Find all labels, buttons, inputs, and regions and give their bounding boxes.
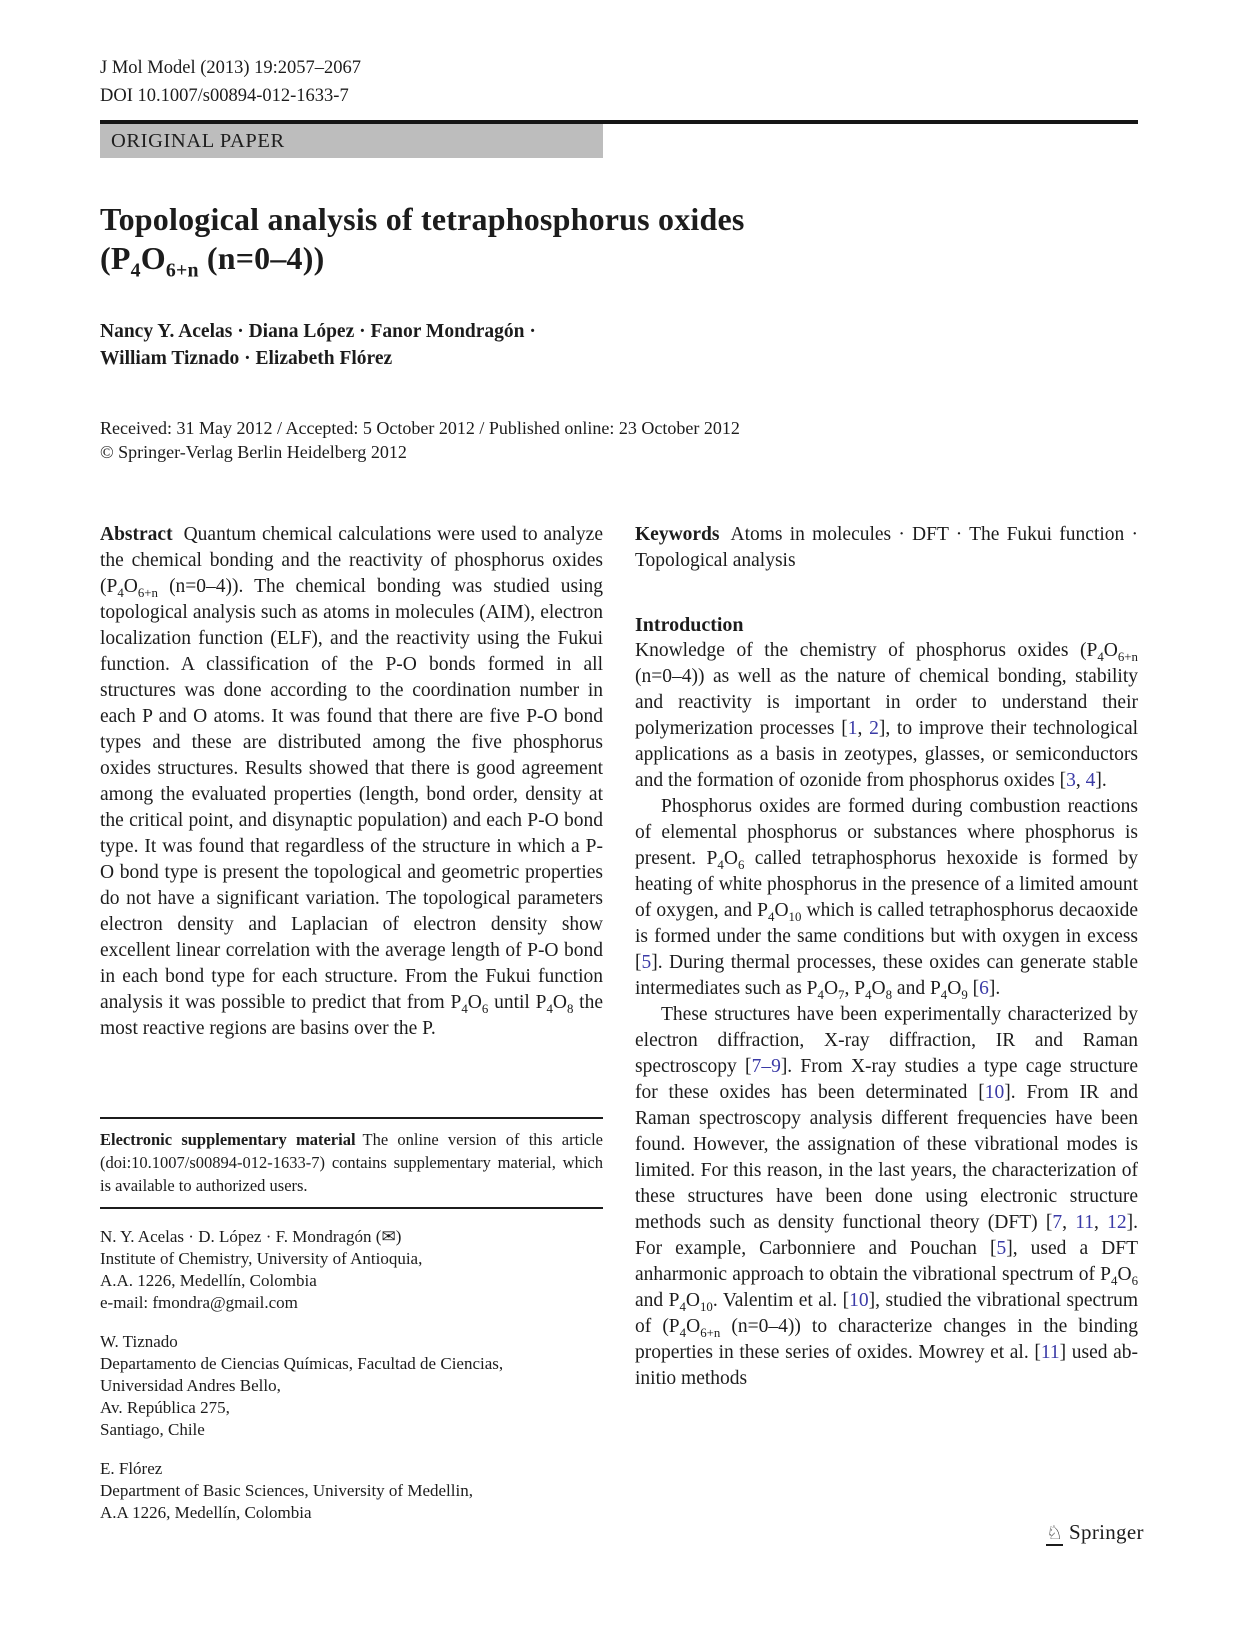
abstract-label: Abstract xyxy=(100,524,173,545)
article-type-label: ORIGINAL PAPER xyxy=(111,129,285,152)
intro-paragraph-3: These structures have been experimentally characterized by electron diffraction, X-ray diffraction, IR and Raman spectroscopy [7–9]. From X-ray studies a type cage structure for these oxides has been determinated [10]. From IR and Raman spectroscopy analysis different frequencies have been found. However, the assignation of these vibrational modes is limited. For this reason, in the last years, the characterization of these structures have been done using electronic structure methods such as density functional theory (DFT) [7, 11, 12]. For example, Carbonniere and Pouchan [5], used a DFT anharmonic approach to obtain the vibrational spectrum of $P_4O_6$ and $P_4O_{10}$. Valentim et al. [10], studied the vibrational spectrum of ($P_4O_{6+n}$ (n=0–4)) to characterize changes in the binding properties in these series of oxides. Mowrey et al. [11] used ab-initio methods xyxy=(635,1004,1139,1389)
abstract-text: Quantum chemical calculations were used to analyze the chemical bonding and the reactivity of phosphorus oxides ($P_4O_{6+n}$ (n=0–4)). The chemical bonding was studied using topological analysis such as atoms in molecules (AIM), electron localization function (ELF), and the reactivity using the Fukui function. A classification of the P-O bonds formed in all structures was done according to the coordination number in each P and O atoms. It was found that there are five P-O bond types and these are distributed among the five phosphorus oxides structures. Results showed that there is good agreement among the evaluated properties (length, bond order, density at the critical point, and disynaptic population) and each P-O bond type. It was found that regardless of the structure in which a P-O bond type is present the topological and geometric properties do not have a significant variation. The topological parameters electron density and Laplacian of electron density show excellent linear correlation with the average length of P-O bond in each bond type for each structure. From the Fukui function analysis it was possible to predict that from $P_4O_6$ until $P_4O_8$ the most reactive regions are basins over the P. xyxy=(100,524,603,1039)
copyright-line: © Springer-Verlag Berlin Heidelberg 2012 xyxy=(100,442,407,462)
supplementary-material-note xyxy=(100,1117,603,1207)
affiliation-line: Santiago, Chile xyxy=(100,1420,205,1439)
keywords-label: Keywords xyxy=(635,524,720,545)
footnote-block xyxy=(100,1117,603,1524)
intro-paragraph-2: Phosphorus oxides are formed during combustion reactions of elemental phosphorus or substances where phosphorus is present. $P_4O_6$ called tetraphosphorus hexoxide is formed by heating of white phosphorus in the presence of a limited amount of oxygen, and $P_4O_{10}$ which is called tetraphosphorus decaoxide is formed under the same conditions but with oxygen in excess [5]. During thermal processes, these oxides can generate stable intermediates such as $P_4O_7$, $P_4O_8$ and $P_4O_9$ [6]. xyxy=(635,796,1139,1002)
affiliation-line: Av. República 275, xyxy=(100,1398,230,1417)
footnote-divider xyxy=(100,1207,603,1209)
article-history xyxy=(100,416,740,464)
affiliation-group-3 xyxy=(100,1458,603,1524)
affiliation-line: E. Flórez xyxy=(100,1459,163,1478)
affiliation-line: W. Tiznado xyxy=(100,1332,178,1351)
journal-masthead xyxy=(100,54,361,110)
affiliation-email-line: e-mail: fmondra@gmail.com xyxy=(100,1293,298,1312)
title-line-2: ($P_4O_{6+n}$ (n=0–4)) xyxy=(100,240,325,282)
intro-paragraph-1: Knowledge of the chemistry of phosphorus oxides ($P_4O_{6+n}$ (n=0–4)) as well as the nature of chemical bonding, stability and reactivity is important in order to understand their polymerization processes [1, 2], to improve their technological applications as a basis in zeotypes, glasses, or semiconductors and the formation of ozonide from phosphorus oxides [3, 4]. xyxy=(635,640,1139,791)
affiliation-line: N. Y. Acelas · D. López · F. Mondragón (✉) xyxy=(100,1227,402,1246)
authors-line-2: William Tiznado · Elizabeth Flórez xyxy=(100,348,393,369)
affiliation-line: Universidad Andres Bello, xyxy=(100,1376,281,1395)
article-type-box xyxy=(100,124,603,158)
springer-horse-icon: ♘ xyxy=(1046,1522,1064,1544)
keywords-paragraph xyxy=(635,522,1138,574)
left-column xyxy=(100,522,603,1042)
author-list xyxy=(100,318,536,372)
abstract-paragraph xyxy=(100,522,603,1042)
supplementary-material-text: The online version of this article (doi:10.1007/s00894-012-1633-7) contains supplementary material, which is available to authorized users. xyxy=(100,1130,603,1195)
right-column xyxy=(635,522,1138,1392)
affiliation-line: Departamento de Ciencias Químicas, Facultad de Ciencias, xyxy=(100,1354,504,1373)
journal-citation: J Mol Model (2013) 19:2057–2067 xyxy=(100,58,362,78)
keywords-text: Atoms in molecules · DFT · The Fukui function · Topological analysis xyxy=(635,524,1138,571)
affiliation-line: Department of Basic Sciences, University of Medellin, xyxy=(100,1481,473,1500)
authors-line-1: Nancy Y. Acelas · Diana López · Fanor Mondragón · xyxy=(100,321,536,342)
publisher-name: Springer xyxy=(1069,1520,1144,1544)
springer-logo xyxy=(1046,1520,1144,1546)
affiliation-group-2 xyxy=(100,1331,603,1441)
doi-line: DOI 10.1007/s00894-012-1633-7 xyxy=(100,86,349,106)
received-accepted-line: Received: 31 May 2012 / Accepted: 5 October 2012 / Published online: 23 October 2012 xyxy=(100,418,740,438)
affiliation-line: A.A. 1226, Medellín, Colombia xyxy=(100,1271,317,1290)
title-line-1: Topological analysis of tetraphosphorus oxides xyxy=(100,201,745,237)
affiliation-line: A.A 1226, Medellín, Colombia xyxy=(100,1503,312,1522)
section-heading-introduction: Introduction xyxy=(635,614,744,636)
affiliation-line: Institute of Chemistry, University of Antioquia, xyxy=(100,1249,423,1268)
affiliation-group-1 xyxy=(100,1226,603,1314)
article-title xyxy=(100,200,745,282)
article-type-banner xyxy=(100,120,1138,158)
supplementary-material-label: Electronic supplementary material xyxy=(100,1130,356,1149)
